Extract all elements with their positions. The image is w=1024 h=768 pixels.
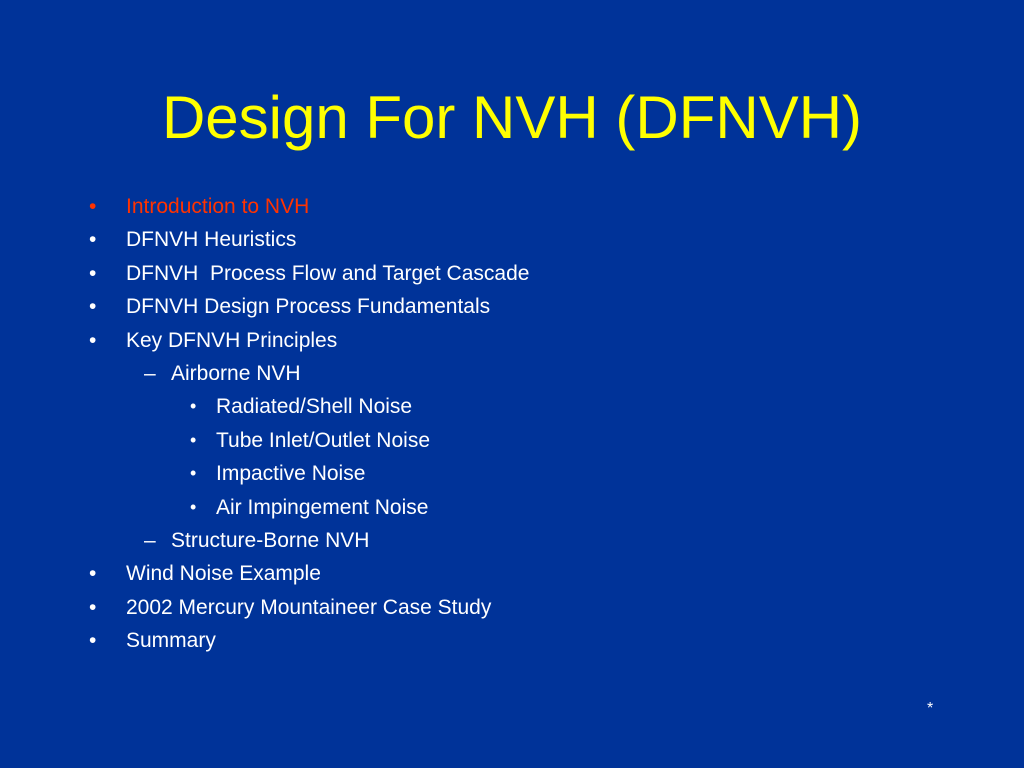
bullet-text: Wind Noise Example	[126, 562, 321, 586]
bullet-marker: •	[89, 195, 97, 218]
bullet-marker: •	[89, 295, 97, 319]
bullet-marker: •	[89, 562, 97, 586]
sub-bullet-text: Structure-Borne NVH	[171, 528, 370, 552]
bullet-item	[0, 190, 1000, 223]
sub-sub-bullet-text: Radiated/Shell Noise	[216, 395, 413, 419]
bullet-list	[0, 190, 1000, 657]
dash-marker: –	[144, 528, 156, 552]
sub-sub-bullet-text: Tube Inlet/Outlet Noise	[216, 428, 430, 452]
bullet-text: DFNVH Heuristics	[126, 228, 297, 252]
dash-marker: –	[144, 361, 156, 385]
bullet-text: Summary	[126, 629, 216, 653]
bullet-item	[0, 591, 1000, 624]
sub-sub-bullet-text: Impactive Noise	[216, 462, 366, 486]
sub-bullet-item	[0, 357, 1000, 390]
bullet-text: Introduction to NVH	[126, 195, 310, 218]
bullet-marker: •	[89, 228, 97, 252]
bullet-item	[0, 624, 1000, 657]
bullet-marker: •	[190, 429, 197, 450]
footer-mark: *	[927, 700, 934, 717]
sub-sub-bullet-item	[0, 424, 1000, 457]
bullet-marker: •	[89, 595, 97, 619]
bullet-marker: •	[190, 496, 197, 517]
bullet-text: DFNVH Process Flow and Target Cascade	[126, 261, 530, 285]
bullet-marker: •	[89, 261, 97, 285]
bullet-marker: •	[89, 629, 97, 653]
sub-sub-bullet-text: Air Impingement Noise	[216, 495, 429, 519]
slide-title: Design For NVH (DFNVH)	[161, 84, 863, 151]
sub-bullet-text: Airborne NVH	[171, 361, 301, 385]
bullet-item	[0, 290, 1000, 323]
bullet-text: DFNVH Design Process Fundamentals	[126, 295, 491, 319]
bullet-item	[0, 557, 1000, 590]
sub-sub-bullet-item	[0, 457, 1000, 490]
bullet-item	[0, 324, 1000, 357]
sub-bullet-item	[0, 524, 1000, 557]
bullet-marker: •	[190, 396, 197, 417]
bullet-marker: •	[190, 463, 197, 484]
bullet-item	[0, 223, 1000, 256]
bullet-text: Key DFNVH Principles	[126, 328, 338, 352]
bullet-marker: •	[89, 328, 97, 352]
bullet-text: 2002 Mercury Mountaineer Case Study	[126, 595, 492, 619]
bullet-item	[0, 257, 1000, 290]
sub-sub-bullet-item	[0, 491, 1000, 524]
sub-sub-bullet-item	[0, 390, 1000, 423]
